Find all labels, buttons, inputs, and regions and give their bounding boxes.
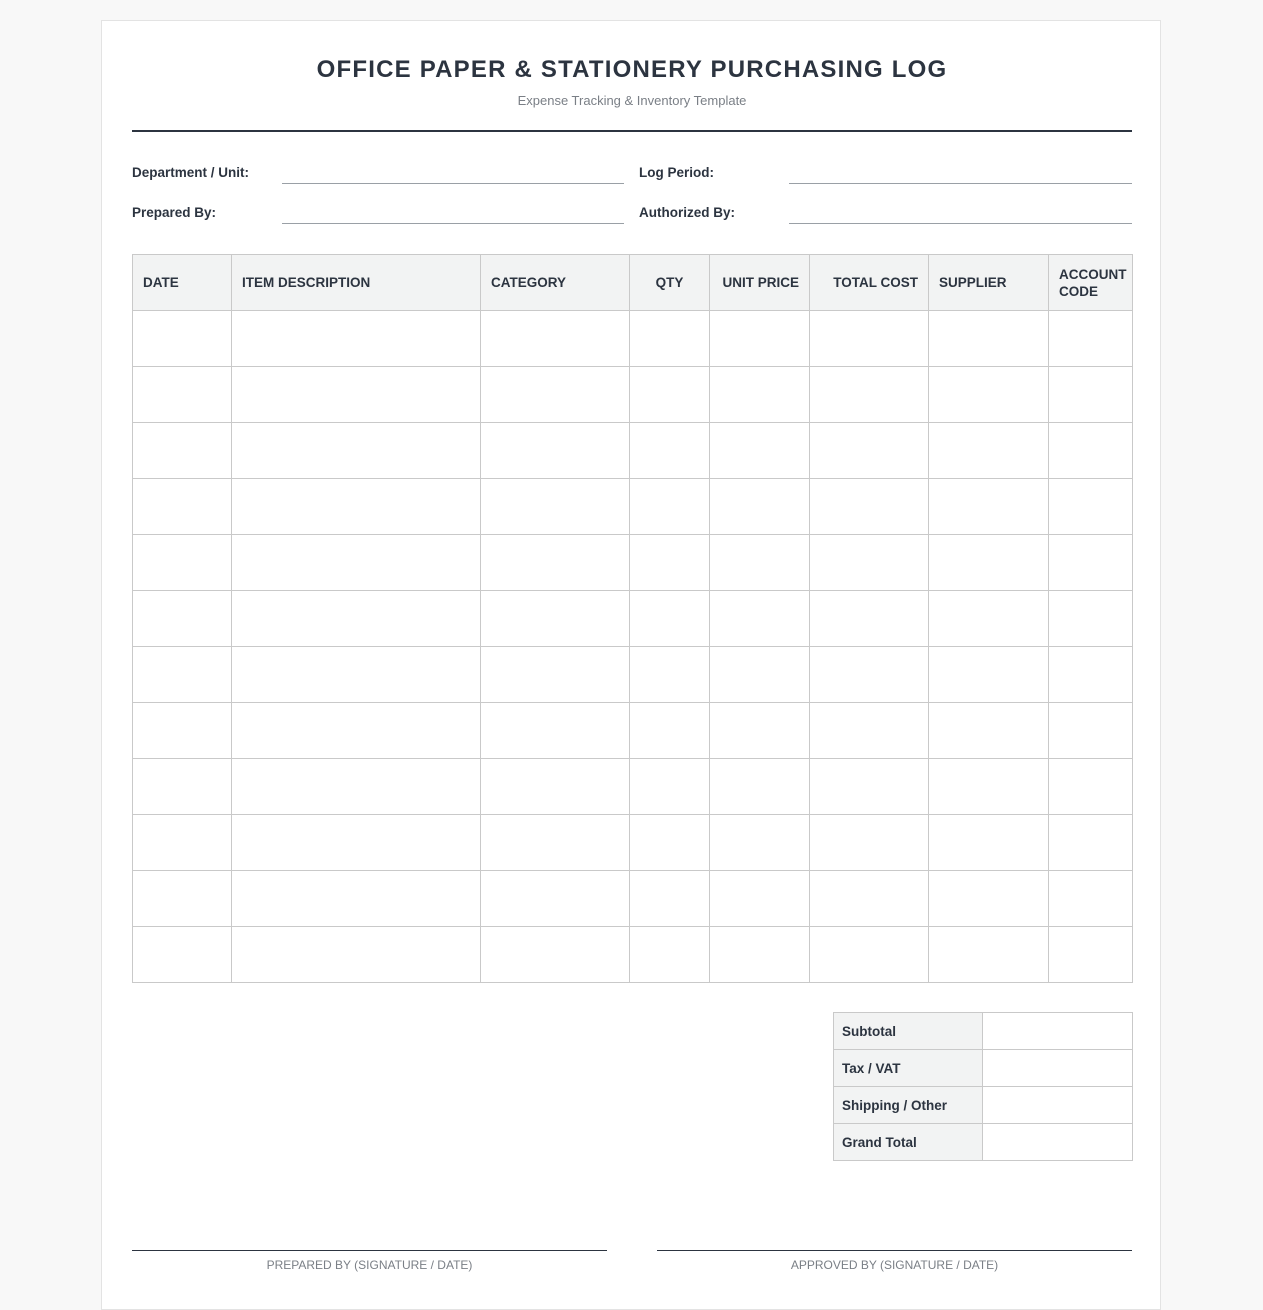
table-cell[interactable] — [929, 367, 1049, 423]
approved-signature-line[interactable] — [657, 1250, 1132, 1272]
table-header-row — [133, 255, 1133, 311]
table-cell[interactable] — [133, 311, 232, 367]
table-cell[interactable] — [710, 367, 810, 423]
table-cell[interactable] — [810, 927, 929, 983]
table-cell[interactable] — [133, 871, 232, 927]
table-cell[interactable] — [710, 479, 810, 535]
table-cell[interactable] — [810, 703, 929, 759]
table-cell[interactable] — [481, 703, 630, 759]
tax-row — [834, 1050, 1133, 1087]
table-cell[interactable] — [710, 703, 810, 759]
table-cell[interactable] — [1049, 423, 1133, 479]
table-cell[interactable] — [1049, 647, 1133, 703]
table-cell[interactable] — [810, 367, 929, 423]
col-header-unit-price: UNIT PRICE — [710, 255, 810, 311]
shipping-label: Shipping / Other — [834, 1087, 983, 1124]
table-cell[interactable] — [1049, 479, 1133, 535]
col-header-category: CATEGORY — [481, 255, 630, 311]
info-row-1 — [132, 161, 1132, 201]
table-cell[interactable] — [929, 423, 1049, 479]
table-cell[interactable] — [1049, 311, 1133, 367]
table-cell[interactable] — [232, 871, 481, 927]
table-cell[interactable] — [630, 759, 710, 815]
info-row-2 — [132, 201, 1132, 241]
grand-total-value-cell[interactable] — [983, 1124, 1133, 1161]
table-cell[interactable] — [630, 367, 710, 423]
table-cell[interactable] — [481, 479, 630, 535]
department-field-line[interactable] — [282, 183, 624, 184]
table-row — [133, 927, 1133, 983]
table-cell[interactable] — [481, 367, 630, 423]
table-cell[interactable] — [481, 591, 630, 647]
table-cell[interactable] — [810, 423, 929, 479]
table-cell[interactable] — [810, 591, 929, 647]
table-cell[interactable] — [810, 647, 929, 703]
shipping-row — [834, 1087, 1133, 1124]
department-label: Department / Unit: — [132, 165, 250, 180]
page-title: OFFICE PAPER & STATIONERY PURCHASING LOG — [316, 56, 948, 83]
table-cell[interactable] — [929, 311, 1049, 367]
table-cell[interactable] — [133, 479, 232, 535]
table-cell[interactable] — [810, 759, 929, 815]
table-cell[interactable] — [1049, 367, 1133, 423]
log-period-label: Log Period: — [639, 165, 714, 180]
table-cell[interactable] — [232, 703, 481, 759]
table-cell[interactable] — [630, 871, 710, 927]
table-cell[interactable] — [710, 871, 810, 927]
table-cell[interactable] — [232, 927, 481, 983]
table-cell[interactable] — [1049, 927, 1133, 983]
table-cell[interactable] — [1049, 815, 1133, 871]
table-cell[interactable] — [481, 311, 630, 367]
table-cell[interactable] — [133, 703, 232, 759]
table-cell[interactable] — [630, 479, 710, 535]
table-cell[interactable] — [133, 647, 232, 703]
table-cell[interactable] — [232, 367, 481, 423]
table-cell[interactable] — [929, 647, 1049, 703]
prepared-signature-label: PREPARED BY (SIGNATURE / DATE) — [266, 1258, 473, 1272]
table-cell[interactable] — [232, 815, 481, 871]
purchase-log-table — [132, 254, 1133, 983]
tax-label: Tax / VAT — [834, 1050, 983, 1087]
subtotal-row — [834, 1013, 1133, 1050]
table-cell[interactable] — [710, 815, 810, 871]
table-cell[interactable] — [929, 927, 1049, 983]
col-header-date: DATE — [133, 255, 232, 311]
table-body — [133, 311, 1133, 983]
table-cell[interactable] — [630, 927, 710, 983]
table-cell[interactable] — [710, 927, 810, 983]
table-row — [133, 815, 1133, 871]
table-cell[interactable] — [929, 871, 1049, 927]
document-page — [101, 20, 1161, 1310]
subtotal-label: Subtotal — [834, 1013, 983, 1050]
table-cell[interactable] — [710, 311, 810, 367]
table-cell[interactable] — [481, 927, 630, 983]
table-cell[interactable] — [232, 423, 481, 479]
grand-total-row — [834, 1124, 1133, 1161]
table-row — [133, 703, 1133, 759]
table-cell[interactable] — [481, 759, 630, 815]
table-cell[interactable] — [630, 535, 710, 591]
table-cell[interactable] — [810, 535, 929, 591]
table-cell[interactable] — [232, 479, 481, 535]
table-cell[interactable] — [133, 535, 232, 591]
table-cell[interactable] — [133, 759, 232, 815]
table-cell[interactable] — [630, 591, 710, 647]
totals-table — [833, 1012, 1133, 1161]
authorized-by-label: Authorized By: — [639, 205, 735, 220]
table-cell[interactable] — [810, 479, 929, 535]
table-cell[interactable] — [630, 423, 710, 479]
page-subtitle: Expense Tracking & Inventory Template — [517, 93, 747, 108]
col-header-total-cost: TOTAL COST — [810, 255, 929, 311]
table-cell[interactable] — [929, 479, 1049, 535]
prepared-by-field-line[interactable] — [282, 223, 624, 224]
table-cell[interactable] — [481, 535, 630, 591]
table-cell[interactable] — [232, 591, 481, 647]
table-cell[interactable] — [630, 311, 710, 367]
prepared-signature-line[interactable] — [132, 1250, 607, 1272]
document-header — [132, 21, 1132, 132]
table-row — [133, 591, 1133, 647]
table-cell[interactable] — [710, 647, 810, 703]
col-header-item-description: ITEM DESCRIPTION — [232, 255, 481, 311]
table-row — [133, 647, 1133, 703]
table-row — [133, 535, 1133, 591]
authorized-by-field-line[interactable] — [789, 223, 1132, 224]
table-cell[interactable] — [710, 535, 810, 591]
table-cell[interactable] — [929, 759, 1049, 815]
table-row — [133, 367, 1133, 423]
shipping-value-cell[interactable] — [983, 1087, 1133, 1124]
table-cell[interactable] — [232, 759, 481, 815]
table-row — [133, 311, 1133, 367]
table-cell[interactable] — [133, 367, 232, 423]
table-row — [133, 759, 1133, 815]
table-cell[interactable] — [133, 423, 232, 479]
table-cell[interactable] — [630, 647, 710, 703]
table-cell[interactable] — [481, 871, 630, 927]
info-fields — [132, 161, 1132, 241]
table-cell[interactable] — [133, 591, 232, 647]
table-cell[interactable] — [133, 927, 232, 983]
table-cell[interactable] — [1049, 703, 1133, 759]
log-period-field-line[interactable] — [789, 183, 1132, 184]
table-cell[interactable] — [232, 535, 481, 591]
table-cell[interactable] — [481, 423, 630, 479]
table-cell[interactable] — [1049, 871, 1133, 927]
table-row — [133, 479, 1133, 535]
table-cell[interactable] — [929, 815, 1049, 871]
table-cell[interactable] — [481, 647, 630, 703]
table-cell[interactable] — [710, 591, 810, 647]
subtotal-value-cell[interactable] — [983, 1013, 1133, 1050]
table-cell[interactable] — [929, 535, 1049, 591]
table-row — [133, 871, 1133, 927]
approved-signature-label: APPROVED BY (SIGNATURE / DATE) — [790, 1258, 999, 1272]
table-cell[interactable] — [232, 311, 481, 367]
table-cell[interactable] — [630, 815, 710, 871]
table-row — [133, 423, 1133, 479]
col-header-account-code: ACCOUNT CODE — [1049, 255, 1133, 311]
col-header-qty: QTY — [630, 255, 710, 311]
table-cell[interactable] — [630, 703, 710, 759]
table-cell[interactable] — [929, 703, 1049, 759]
grand-total-label: Grand Total — [834, 1124, 983, 1161]
table-cell[interactable] — [1049, 591, 1133, 647]
table-cell[interactable] — [810, 815, 929, 871]
table-cell[interactable] — [481, 815, 630, 871]
table-cell[interactable] — [232, 647, 481, 703]
col-header-supplier: SUPPLIER — [929, 255, 1049, 311]
table-cell[interactable] — [1049, 535, 1133, 591]
table-cell[interactable] — [929, 591, 1049, 647]
table-cell[interactable] — [810, 871, 929, 927]
table-cell[interactable] — [133, 815, 232, 871]
table-cell[interactable] — [710, 759, 810, 815]
prepared-by-label: Prepared By: — [132, 205, 217, 220]
table-cell[interactable] — [710, 423, 810, 479]
table-cell[interactable] — [810, 311, 929, 367]
tax-value-cell[interactable] — [983, 1050, 1133, 1087]
table-cell[interactable] — [1049, 759, 1133, 815]
